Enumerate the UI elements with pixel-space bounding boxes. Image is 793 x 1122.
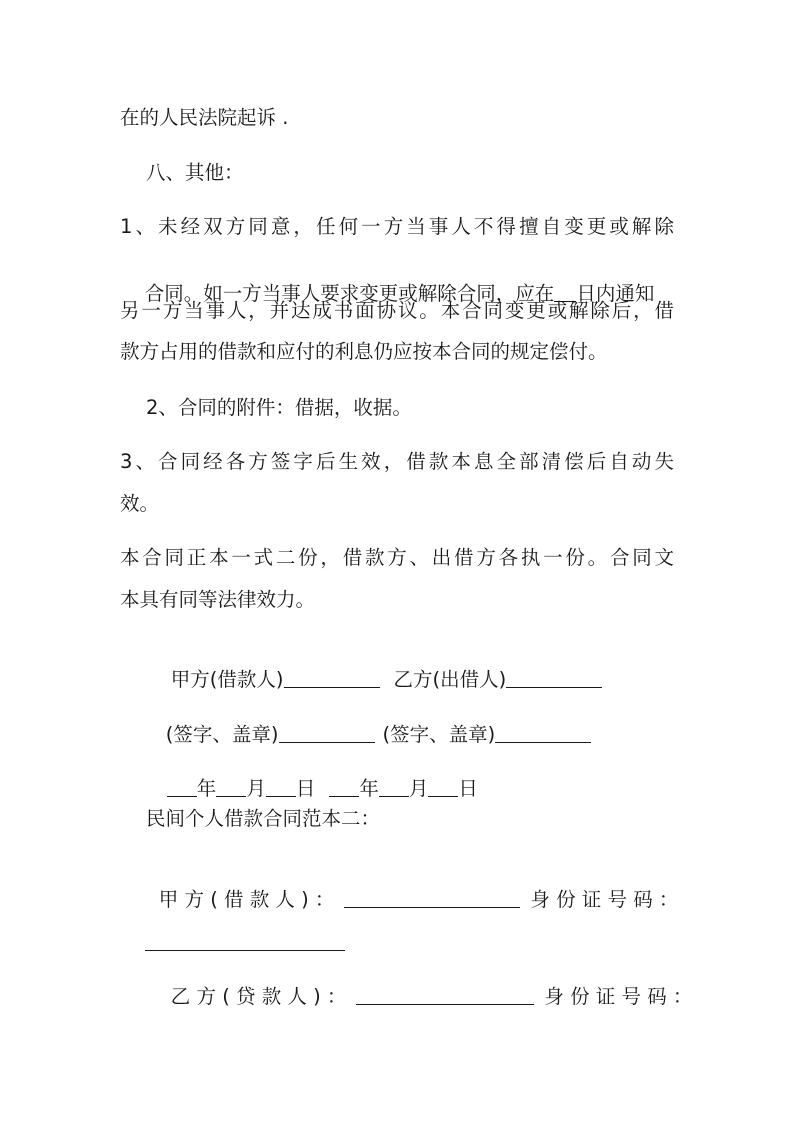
blank-underline [428, 776, 458, 797]
blank-underline [356, 984, 534, 1005]
text-line: 另一方当事人，并达成书面协议。本合同变更或解除后，借 [120, 299, 674, 322]
blank-underline [495, 722, 591, 743]
text-segment: 合同。如一方当事人要求变更或解除合同，应在 [144, 282, 555, 305]
year-label: 年 [196, 777, 217, 800]
text-line: 2、合同的附件：借据，收据。 [146, 396, 412, 419]
text-line: 本合同正本一式二份，借款方、出借方各执一份。合同文 [120, 546, 674, 569]
blank-underline [167, 776, 197, 797]
party-b-label: 乙方(出借人) [393, 668, 507, 691]
text-line: 在的人民法院起诉 . [120, 106, 289, 129]
id-number-label: 身 份 证 号 码 ： [530, 888, 679, 911]
party-b-label: 乙 方 ( 贷 款 人 ) ： [170, 985, 347, 1008]
text-line: 效。 [120, 492, 160, 515]
text-line: 1、未经双方同意，任何一方当事人不得擅自变更或解除 [120, 215, 674, 238]
text-segment: 日内通知 [576, 282, 655, 305]
blank-underline [506, 667, 602, 688]
blank-underline [145, 930, 345, 951]
section-heading: 八、其他： [146, 161, 244, 184]
month-label: 月 [408, 777, 429, 800]
party-a-label: 甲 方 ( 借 款 人 ) ： [158, 888, 335, 911]
text-line: 3、合同经各方签字后生效，借款本息全部清偿后自动失 [120, 450, 674, 473]
section-heading: 民间个人借款合同范本二： [146, 807, 381, 830]
party-a-label: 甲方(借款人) [170, 668, 284, 691]
blank-underline [279, 722, 375, 743]
text-line: 款方占用的借款和应付的利息仍应按本合同的规定偿付。 [120, 340, 608, 363]
day-label: 日 [295, 777, 316, 800]
blank-underline [284, 667, 380, 688]
blank-underline [216, 776, 246, 797]
blank-underline [379, 776, 409, 797]
seal-b-label: (签字、盖章) [382, 723, 496, 746]
blank-underline [329, 776, 359, 797]
month-label: 月 [246, 777, 266, 800]
id-number-label: 身 份 证 号 码 ： [544, 985, 693, 1008]
seal-a-label: (签字、盖章) [165, 723, 279, 746]
text-line: 本具有同等法律效力。 [120, 588, 316, 611]
blank-underline [344, 887, 520, 908]
party-b-id-line [146, 960, 692, 1033]
day-label: 日 [458, 777, 478, 800]
year-label: 年 [359, 777, 379, 800]
blank-underline [266, 776, 296, 797]
